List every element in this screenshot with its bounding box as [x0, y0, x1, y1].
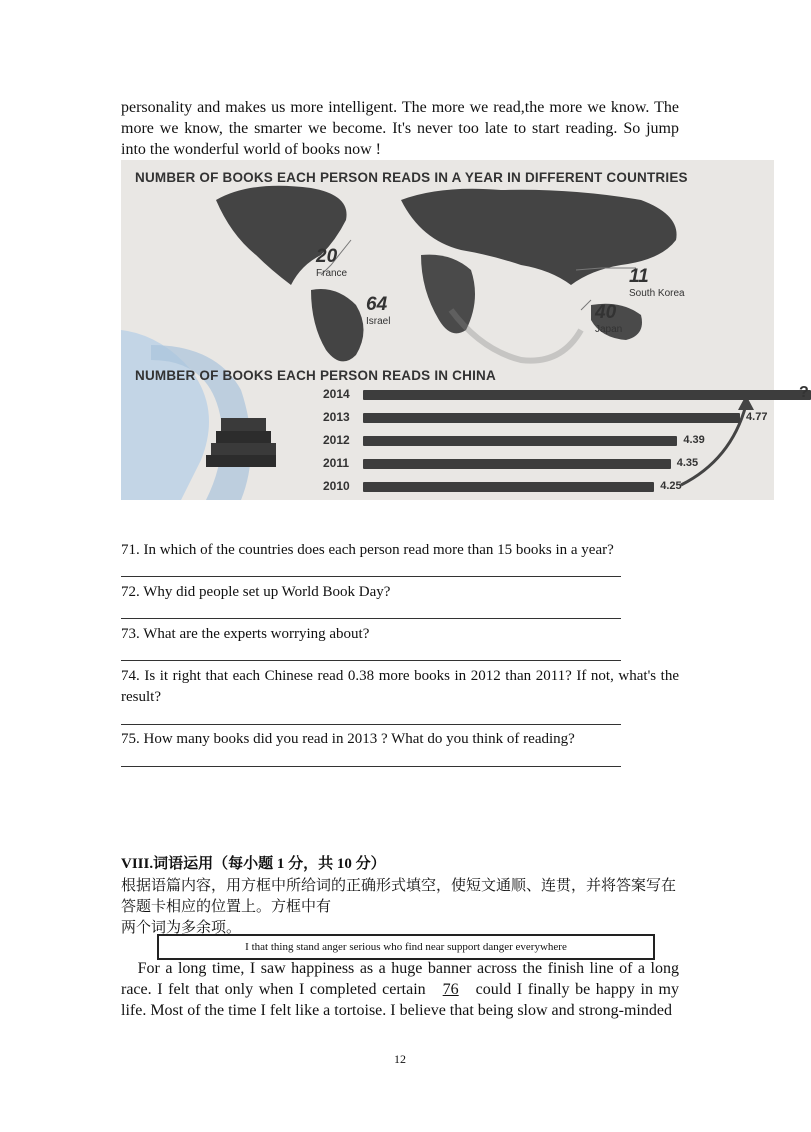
answer-line-71[interactable]	[121, 576, 621, 577]
china-chart-title: NUMBER OF BOOKS EACH PERSON READS IN CHINA	[135, 368, 496, 383]
china-bar-row-2014	[121, 384, 809, 402]
bar-value-label: 4.25	[660, 480, 682, 492]
china-bar	[363, 413, 740, 423]
word-box: I that thing stand anger serious who find near support danger everywhere	[157, 934, 655, 960]
bar-value-label: 4.77	[746, 411, 768, 423]
question-74: 74. Is it right that each Chinese read 0.38 more books in 2012 than 2011? If not, what's the result?	[121, 668, 679, 705]
answer-line-74[interactable]	[121, 724, 621, 725]
story-part-1: For a long time, I saw happiness as a huge banner across the finish line of a long race. I felt that only when I completed certain	[121, 960, 680, 998]
world-map-graphic	[121, 160, 774, 500]
china-bar	[363, 459, 671, 469]
bar-value-label: 4.35	[676, 457, 699, 469]
answer-line-72[interactable]	[121, 618, 621, 619]
section-instruction-2: 两个词为多余项。	[121, 918, 242, 936]
section-instruction: 根据语篇内容，用方框中所给词的正确形式填空，使短文通顺、连贯，并将答案写在答题卡相应的位置上。方框中有	[121, 876, 677, 915]
china-bar-row-2010	[121, 480, 774, 494]
bar-year-label: 2014	[323, 387, 350, 401]
china-bar-row-2011	[121, 457, 774, 471]
world-chart-title: NUMBER OF BOOKS EACH PERSON READS IN A YEAR IN DIFFERENT COUNTRIES	[135, 170, 688, 185]
china-bar-row-2013	[121, 411, 774, 425]
country-label-south-korea: 11 South Korea	[629, 266, 685, 299]
country-label-japan: 40 Japan	[595, 302, 623, 335]
bar-year-label: 2010	[323, 479, 350, 493]
section-title: VIII.词语运用（每小题 1 分，共 10 分）	[121, 856, 386, 872]
country-label-france: 20 France	[316, 246, 348, 279]
bar-year-label: 2013	[323, 410, 350, 424]
china-bar-row-2012	[121, 434, 774, 448]
page-number: 12	[394, 1052, 406, 1066]
bar-year-label: 2012	[323, 433, 350, 447]
bar-value-label: 4.39	[683, 434, 705, 446]
china-bar	[363, 482, 654, 492]
china-bar	[363, 436, 677, 446]
bar-year-label: 2011	[323, 456, 350, 470]
reading-infographic	[121, 160, 809, 500]
country-label-israel: 64 Israel	[366, 294, 391, 327]
question-72: 72. Why did people set up World Book Day?	[121, 584, 391, 600]
answer-line-73[interactable]	[121, 660, 621, 661]
story-paragraph	[121, 958, 679, 1021]
china-bar	[363, 390, 811, 400]
story-part-2: could I finally be happy in my life. Most of the time I felt like a tortoise. I believe that being slow and strong-minded	[121, 981, 680, 1019]
blank-76[interactable]: 76	[442, 981, 459, 998]
intro-paragraph: personality and makes us more intelligent. The more we read,the more we know. The more we know, the smarter we become. It's never too late to start reading. So jump into the wonderful world of books now !	[121, 99, 679, 158]
answer-line-75[interactable]	[121, 766, 621, 767]
question-71: 71. In which of the countries does each person read more than 15 books in a year?	[121, 542, 614, 558]
question-73: 73. What are the experts worrying about?	[121, 626, 370, 642]
bar-value-label: ?	[799, 384, 809, 401]
question-75: 75. How many books did you read in 2013 ? What do you think of reading?	[121, 731, 575, 747]
